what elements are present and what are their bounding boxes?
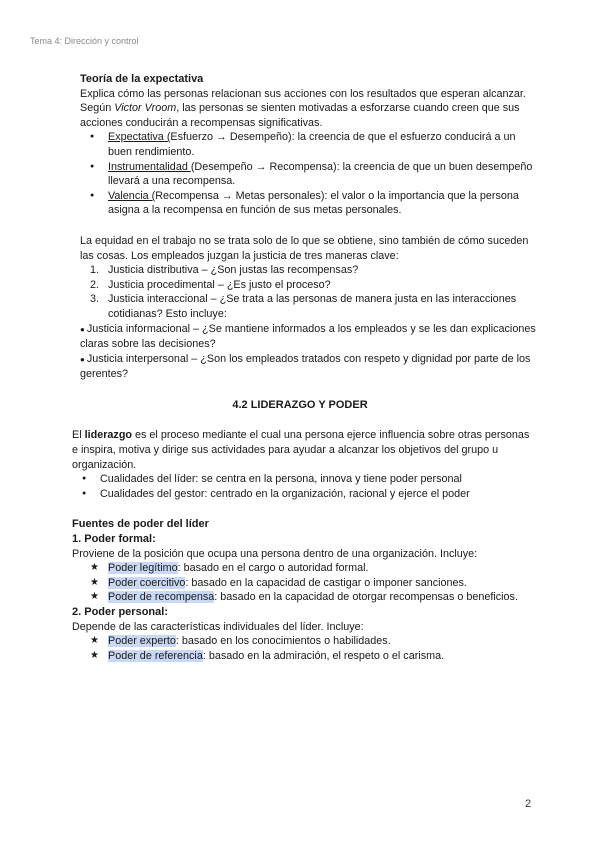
list-item	[80, 263, 540, 278]
expectancy-section	[80, 72, 540, 382]
equity-sub-item	[80, 352, 540, 382]
expectancy-intro-before: Explica cómo las personas relacionan sus acciones con los resultados que esperan alcanzar. Según	[80, 87, 526, 115]
item-number: 2.	[90, 278, 100, 291]
leadership-intro-rest: es el proceso mediante el cual una persona ejerce influencia sobre otras personas e inspira, motiva y dirige sus actividades para ayudar a alcanzar los objetivos del grupo u organización.	[72, 429, 530, 471]
personal-power-heading: 2. Poder personal:	[72, 606, 168, 618]
item-text: : basado en la capacidad de castigar o imponer sanciones.	[185, 576, 467, 589]
item-text: : basado en el cargo o autoridad formal.	[177, 562, 369, 575]
item-number: 1.	[90, 264, 100, 277]
bullet-icon: ●	[80, 354, 85, 364]
leadership-term: liderazgo	[84, 429, 133, 442]
list-item	[80, 278, 540, 293]
item-term: Valencia (	[108, 189, 156, 202]
bullet-icon: ●	[80, 324, 85, 334]
item-text: (Desempeño → Recompensa): la creencia de que un buen desempeño llevará a una recompensa.	[108, 160, 533, 188]
expectancy-intro	[80, 87, 540, 131]
equity-intro: La equidad en el trabajo no se trata solo de lo que se obtiene, sino también de cómo suceden las cosas. Los empleados juzgan la justicia de tres maneras clave:	[80, 234, 529, 262]
formal-power-intro: Proviene de la posición que ocupa una persona dentro de una organización. Incluye:	[72, 547, 478, 560]
list-item	[72, 649, 532, 664]
expectancy-list	[80, 130, 540, 218]
leadership-intro-prefix: El	[72, 429, 85, 442]
list-item	[80, 292, 540, 321]
highlighted-term: Poder experto	[108, 635, 176, 648]
list-item	[72, 561, 532, 576]
item-text: : basado en la admiración, el respeto o el carisma.	[202, 649, 445, 662]
list-item	[80, 130, 540, 159]
expectancy-title: Teoría de la expectativa	[80, 73, 204, 85]
item-text: : basado en la capacidad de otorgar recompensas o beneficios.	[214, 591, 518, 604]
spacer	[80, 218, 540, 234]
leadership-intro	[72, 428, 532, 472]
list-item	[72, 576, 532, 591]
item-text: Justicia informacional – ¿Se mantiene informados a los empleados y se les dan explicaciones claras sobre las decisiones?	[80, 322, 536, 351]
page-number: 2	[525, 798, 532, 810]
list-item	[72, 590, 532, 605]
highlighted-term: Poder de recompensa	[108, 591, 215, 604]
personal-power-list	[72, 634, 532, 663]
item-text: Justicia interaccional – ¿Se trata a las personas de manera justa en las interacciones cotidianas? Esto incluye:	[108, 293, 517, 320]
formal-power-heading: 1. Poder formal:	[72, 533, 156, 546]
highlighted-term: Poder coercitivo	[108, 576, 186, 589]
item-text: Recompensa → Metas personales): el valor o la importancia que la persona asigna a la recompensa en función de sus metas personales.	[108, 189, 519, 217]
item-text: Esfuerzo → Desempeño): la creencia de que el esfuerzo conducirá a un buen rendimiento.	[108, 131, 516, 158]
item-term: Instrumentalidad	[108, 160, 191, 173]
power-section	[72, 517, 532, 663]
item-text: : basado en los conocimientos o habilidades.	[175, 635, 391, 648]
document-body	[0, 72, 600, 663]
equity-list	[80, 263, 540, 321]
list-item: ● Cualidades del líder: se centra en la persona, innova y tiene poder personal	[72, 472, 532, 487]
leadership-heading: 4.2 LIDERAZGO Y PODER	[232, 398, 368, 411]
highlighted-term: Poder de referencia	[108, 649, 203, 662]
item-number: 3.	[90, 293, 100, 306]
formal-power-list	[72, 561, 532, 605]
highlighted-term: Poder legítimo	[108, 562, 178, 575]
item-text: Justicia procedimental – ¿Es justo el proceso?	[108, 278, 331, 291]
expectancy-intro-after: , las personas se sienten motivadas a esforzarse cuando creen que sus acciones conducirán a recompensas significativas.	[80, 102, 520, 129]
leadership-section	[72, 428, 532, 501]
list-item	[72, 634, 532, 649]
equity-sub-item	[80, 322, 540, 352]
item-text: Justicia interpersonal – ¿Son los empleados tratados con respeto y dignidad por parte de los gerentes?	[80, 352, 531, 381]
item-term: Expectativa (	[108, 131, 171, 144]
power-title: Fuentes de poder del líder	[72, 518, 209, 531]
item-text: Justicia distributiva – ¿Son justas las recompensas?	[108, 264, 359, 277]
list-item	[80, 160, 540, 189]
list-item	[80, 189, 540, 218]
list-item: ● Cualidades del gestor: centrado en la organización, racional y ejerce el poder	[72, 487, 532, 502]
leadership-list	[72, 472, 532, 501]
page-header: Tema 4: Dirección y control	[30, 36, 139, 46]
personal-power-intro: Depende de las características individuales del líder. Incluye:	[72, 620, 364, 633]
expectancy-intro-author: Victor Vroom	[114, 102, 177, 115]
